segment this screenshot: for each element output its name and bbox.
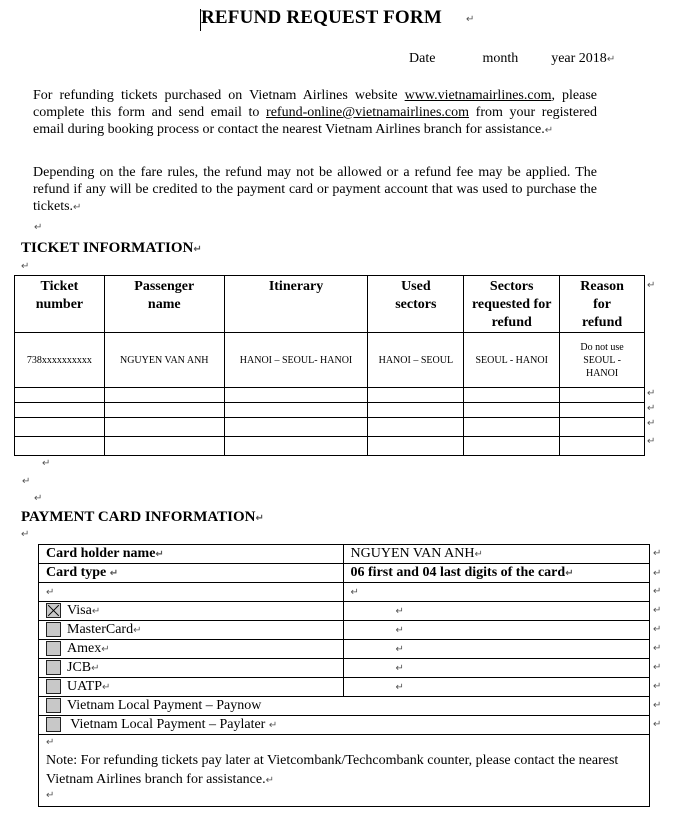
empty-cell[interactable] <box>464 418 560 437</box>
empty-cell[interactable] <box>15 418 105 437</box>
row-end-mark: ↵ <box>653 605 662 616</box>
empty-cell[interactable] <box>15 403 105 418</box>
header-text: Reason for refund <box>580 279 624 330</box>
card-option-visa[interactable] <box>39 602 344 621</box>
row-end-mark: ↵ <box>647 280 656 291</box>
intro-text: , please complete this form and send email to <box>33 88 597 120</box>
paragraph-mark: ↵ <box>155 549 164 560</box>
website-link[interactable]: www.vietnamairlines.com <box>404 88 552 103</box>
passenger-name-cell[interactable]: NGUYEN VAN ANH <box>104 333 224 388</box>
paragraph-mark: ↵ <box>73 202 82 213</box>
paragraph-mark: ↵ <box>395 644 404 655</box>
paragraph-mark: ↵ <box>34 493 43 504</box>
card-holder-value: NGUYEN VAN ANH <box>350 546 475 561</box>
paragraph-mark: ↵ <box>21 261 30 272</box>
paragraph-mark: ↵ <box>265 775 274 786</box>
col-itinerary <box>224 276 368 333</box>
itinerary-cell[interactable]: HANOI – SEOUL- HANOI <box>224 333 368 388</box>
paragraph-mark: ↵ <box>109 568 119 579</box>
local-payment-row <box>39 697 650 716</box>
paragraph-mark: ↵ <box>46 790 55 801</box>
date-line <box>409 51 615 67</box>
local-payment-row <box>39 716 650 735</box>
intro-paragraph <box>33 87 597 139</box>
ticket-section-heading <box>21 240 202 257</box>
empty-cell[interactable] <box>104 418 224 437</box>
spacer-row <box>39 583 650 602</box>
note-cell <box>39 735 650 807</box>
reason-cell[interactable] <box>560 333 645 388</box>
empty-cell[interactable] <box>560 388 645 403</box>
paragraph-mark: ↵ <box>395 625 404 636</box>
paragraph-mark: ↵ <box>46 587 55 598</box>
paragraph-mark: ↵ <box>101 644 110 655</box>
row-end-mark: ↵ <box>653 681 662 692</box>
empty-cell[interactable] <box>368 403 464 418</box>
paylater-checkbox[interactable] <box>46 717 61 732</box>
empty-cell[interactable] <box>15 437 105 456</box>
card-holder-label-cell <box>39 545 344 564</box>
paynow-checkbox[interactable] <box>46 698 61 713</box>
col-passenger-name <box>104 276 224 333</box>
visa-checkbox[interactable] <box>46 603 61 618</box>
header-text: Passenger name <box>134 279 195 312</box>
col-sectors-refund <box>464 276 560 333</box>
row-end-mark: ↵ <box>653 719 662 730</box>
rules-text: Depending on the fare rules, the refund may not be allowed or a refund fee may be applied. The refund if any will be credited to the payment card or payment account that was used to purchase the tickets. <box>33 165 597 214</box>
row-end-mark: ↵ <box>653 700 662 711</box>
card-digits-cell[interactable] <box>343 602 649 621</box>
row-end-mark: ↵ <box>647 388 656 399</box>
header-text: Sectors requested for refund <box>471 279 552 330</box>
used-sectors-cell[interactable]: HANOI – SEOUL <box>368 333 464 388</box>
paragraph-mark: ↵ <box>22 476 31 487</box>
paragraph-mark: ↵ <box>21 529 30 540</box>
mastercard-checkbox[interactable] <box>46 622 61 637</box>
card-option-label: Amex <box>67 641 102 656</box>
empty-cell[interactable] <box>343 583 649 602</box>
table-header-row <box>15 276 645 333</box>
row-end-mark: ↵ <box>647 403 656 414</box>
table-row <box>15 437 645 456</box>
intro-text: For refunding tickets purchased on Vietnam Airlines website <box>33 88 405 103</box>
ticket-number-cell[interactable]: 738xxxxxxxxxx <box>15 333 105 388</box>
refund-note <box>46 751 639 790</box>
email-link[interactable]: refund-online@vietnamairlines.com <box>266 105 470 120</box>
card-digits-label-cell <box>343 564 649 583</box>
local-payment-label: Vietnam Local Payment – Paylater <box>67 717 266 732</box>
refund-rules-paragraph <box>33 164 597 216</box>
month-label: month <box>482 51 519 66</box>
paragraph-mark: ↵ <box>544 125 554 136</box>
paragraph-mark: ↵ <box>91 663 100 674</box>
row-end-mark: ↵ <box>653 624 662 635</box>
empty-cell[interactable] <box>560 437 645 456</box>
empty-cell[interactable] <box>104 388 224 403</box>
row-end-mark: ↵ <box>653 548 662 559</box>
paragraph-mark: ↵ <box>91 606 101 617</box>
card-option-label: MasterCard <box>67 622 134 637</box>
col-used-sectors <box>368 276 464 333</box>
reason-text: Do not use SEOUL - HANOI <box>580 341 624 379</box>
paragraph-mark: ↵ <box>34 222 43 233</box>
paragraph-mark: ↵ <box>565 568 574 579</box>
paragraph-mark: ↵ <box>466 14 475 25</box>
form-title: REFUND REQUEST FORM <box>201 7 442 28</box>
empty-cell[interactable] <box>368 388 464 403</box>
card-option-mastercard[interactable] <box>39 621 344 640</box>
row-end-mark: ↵ <box>647 418 656 429</box>
card-digits-cell[interactable] <box>343 659 649 678</box>
empty-cell[interactable] <box>224 437 368 456</box>
paragraph-mark: ↵ <box>350 587 359 598</box>
empty-cell[interactable] <box>224 388 368 403</box>
card-option-row <box>39 659 650 678</box>
empty-cell[interactable] <box>368 437 464 456</box>
card-option-row <box>39 602 650 621</box>
ticket-table <box>14 275 645 456</box>
table-row <box>15 333 645 388</box>
card-option-label: Visa <box>67 603 92 618</box>
paragraph-mark: ↵ <box>395 606 404 617</box>
empty-cell[interactable] <box>15 388 105 403</box>
amex-checkbox[interactable] <box>46 641 61 656</box>
empty-cell[interactable] <box>464 437 560 456</box>
empty-cell[interactable] <box>104 437 224 456</box>
header-text: Itinerary <box>268 279 324 294</box>
card-option-jcb[interactable] <box>39 659 344 678</box>
empty-cell[interactable] <box>368 418 464 437</box>
empty-cell[interactable] <box>224 418 368 437</box>
empty-cell <box>39 583 344 602</box>
card-option-row <box>39 678 650 697</box>
sectors-refund-cell[interactable]: SEOUL - HANOI <box>464 333 560 388</box>
note-text: Note: For refunding tickets pay later at Vietcombank/Techcombank counter, please contact the nearest Vietnam Airlines branch for assistance. <box>46 753 619 787</box>
header-text: Ticket number <box>35 279 84 312</box>
table-row <box>15 388 645 403</box>
paragraph-mark: ↵ <box>193 244 202 255</box>
card-digits-cell[interactable] <box>343 640 649 659</box>
empty-cell[interactable] <box>560 403 645 418</box>
paragraph-mark: ↵ <box>606 54 616 65</box>
heading-text: TICKET INFORMATION <box>21 240 194 256</box>
card-holder-value-cell[interactable] <box>343 545 649 564</box>
intro-text: from your registered email during booking process or contact the nearest Vietnam Airlines branch for assistance. <box>33 105 597 137</box>
table-row <box>15 403 645 418</box>
paragraph-mark: ↵ <box>42 458 51 469</box>
card-option-amex[interactable] <box>39 640 344 659</box>
payment-card-table <box>38 544 650 807</box>
row-end-mark: ↵ <box>653 586 662 597</box>
empty-cell[interactable] <box>560 418 645 437</box>
paragraph-mark: ↵ <box>102 682 111 693</box>
empty-cell[interactable] <box>464 403 560 418</box>
local-payment-label: Vietnam Local Payment – Paynow <box>67 698 262 713</box>
card-option-row <box>39 640 650 659</box>
row-end-mark: ↵ <box>647 436 656 447</box>
empty-cell[interactable] <box>464 388 560 403</box>
card-type-row <box>39 564 650 583</box>
paragraph-mark: ↵ <box>395 663 404 674</box>
heading-text: PAYMENT CARD INFORMATION <box>21 509 256 525</box>
note-row <box>39 735 650 807</box>
date-label: Date <box>409 51 436 66</box>
card-option-uatp[interactable] <box>39 678 344 697</box>
paragraph-mark: ↵ <box>46 737 55 748</box>
card-digits-cell[interactable] <box>343 621 649 640</box>
header-text: Used sectors <box>395 279 437 312</box>
col-ticket-number <box>15 276 105 333</box>
card-digits-label: 06 first and 04 last digits of the card <box>350 565 566 580</box>
card-option-label: UATP <box>67 679 103 694</box>
card-type-label: Card type <box>46 565 107 580</box>
payment-section-heading <box>21 509 264 526</box>
local-payment-paylater[interactable] <box>39 716 650 735</box>
table-row <box>15 418 645 437</box>
card-holder-row <box>39 545 650 564</box>
jcb-checkbox[interactable] <box>46 660 61 675</box>
paragraph-mark: ↵ <box>255 513 264 524</box>
card-type-label-cell <box>39 564 344 583</box>
card-option-row <box>39 621 650 640</box>
card-digits-cell[interactable] <box>343 678 649 697</box>
row-end-mark: ↵ <box>653 662 662 673</box>
paragraph-mark: ↵ <box>395 682 404 693</box>
row-end-mark: ↵ <box>653 568 662 579</box>
empty-cell[interactable] <box>224 403 368 418</box>
uatp-checkbox[interactable] <box>46 679 61 694</box>
row-end-mark: ↵ <box>653 643 662 654</box>
paragraph-mark: ↵ <box>474 549 483 560</box>
year-label: year 2018 <box>551 51 607 66</box>
card-holder-label: Card holder name <box>46 546 156 561</box>
col-reason <box>560 276 645 333</box>
paragraph-mark: ↵ <box>133 625 142 636</box>
local-payment-paynow[interactable] <box>39 697 650 716</box>
paragraph-mark: ↵ <box>268 720 278 731</box>
card-option-label: JCB <box>67 660 92 675</box>
empty-cell[interactable] <box>104 403 224 418</box>
